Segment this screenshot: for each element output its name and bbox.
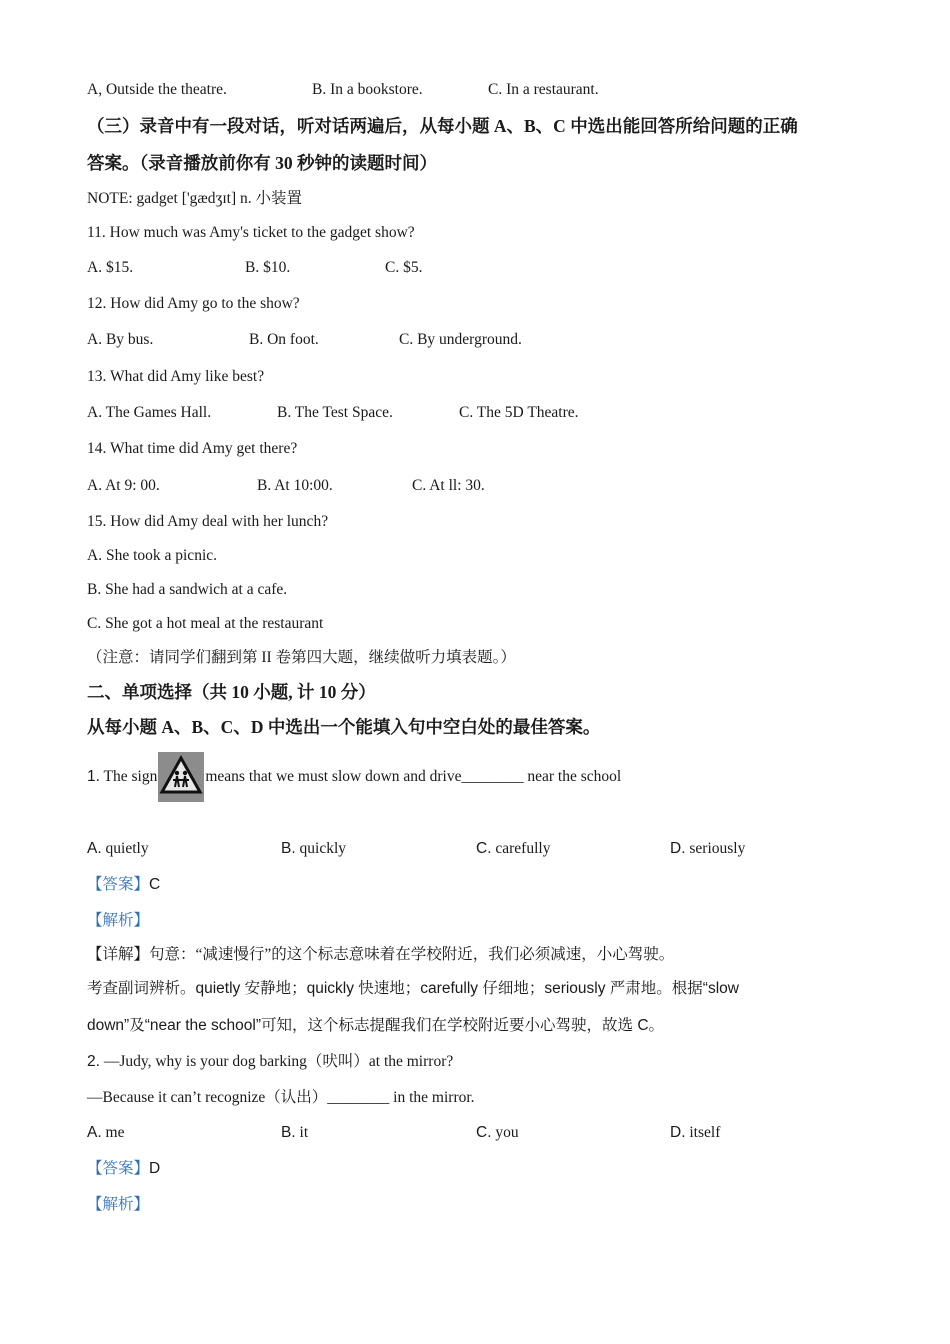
q2-line2: —Because it can’t recognize（认出）________ in the mirror. bbox=[87, 1089, 475, 1106]
q2-option-b-text: it bbox=[299, 1124, 309, 1141]
q15-option-a: A. She took a picnic. bbox=[87, 547, 218, 564]
question-15: 15. How did Amy deal with her lunch? bbox=[87, 513, 329, 530]
q13-option-a: A. The Games Hall. bbox=[87, 404, 212, 421]
q12-option-a: A. By bus. bbox=[87, 331, 154, 348]
q1-option-a bbox=[87, 839, 149, 859]
q1-option-c-text: carefully bbox=[495, 840, 551, 857]
q14-option-a: A. At 9: 00. bbox=[87, 477, 160, 494]
q2-option-b-letter: B. bbox=[281, 1124, 296, 1141]
q2-line1: —Judy, why is your dog barking（吠叫）at the mirror? bbox=[103, 1053, 454, 1070]
q2-option-a-text: me bbox=[105, 1124, 125, 1141]
q1-option-a-text: quietly bbox=[105, 840, 149, 857]
q1-explanation-line2: down”及“near the school”可知，这个标志提醒我们在学校附近要小心驾驶，故选 C。 bbox=[87, 1017, 665, 1034]
q2-answer bbox=[87, 1159, 160, 1179]
q1-option-c bbox=[476, 839, 550, 859]
question-11: 11. How much was Amy's ticket to the gadget show? bbox=[87, 224, 415, 241]
q2-option-d bbox=[670, 1123, 720, 1143]
prev-option-c: C. In a restaurant. bbox=[488, 81, 599, 98]
q1-option-d-letter: D. bbox=[670, 840, 686, 857]
q2-answer-value: D bbox=[149, 1160, 161, 1177]
q1-option-d-text: seriously bbox=[689, 840, 746, 857]
q13-option-b: B. The Test Space. bbox=[277, 404, 393, 421]
q2-option-c-letter: C. bbox=[476, 1124, 492, 1141]
q2-option-b bbox=[281, 1123, 308, 1143]
q2-option-d-letter: D. bbox=[670, 1124, 686, 1141]
q1-option-b-text: quickly bbox=[299, 840, 347, 857]
q1-answer-value: C bbox=[149, 876, 161, 893]
q11-option-c: C. $5. bbox=[385, 259, 423, 276]
q1-option-a-letter: A. bbox=[87, 840, 102, 857]
q1-explanation-line1: 考查副词辨析。quietly 安静地；quickly 快速地；carefully 仔细地；seriously 严肃地。根据“slow bbox=[87, 980, 739, 997]
slow-school-sign-image bbox=[158, 752, 204, 802]
q2-answer-label: 【答案】 bbox=[87, 1160, 150, 1177]
mc-question-2 bbox=[87, 1052, 453, 1072]
q1-option-c-letter: C. bbox=[476, 840, 492, 857]
q1-option-b-letter: B. bbox=[281, 840, 296, 857]
section3-note: NOTE: gadget ['gædʒɪt] n. 小装置 bbox=[87, 190, 303, 207]
q1-option-b bbox=[281, 839, 346, 859]
q1-detail bbox=[87, 945, 674, 965]
q1-detail-label: 【详解】 bbox=[87, 946, 150, 963]
q15-option-b: B. She had a sandwich at a cafe. bbox=[87, 581, 288, 598]
question-14: 14. What time did Amy get there? bbox=[87, 440, 298, 457]
q2-option-c bbox=[476, 1123, 519, 1143]
q1-text-after: means that we must slow down and drive________ near the school bbox=[205, 768, 622, 785]
mc-question-1 bbox=[87, 752, 621, 802]
q2-analysis-label: 【解析】 bbox=[87, 1196, 150, 1213]
section3-heading-line1: （三）录音中有一段对话，听对话两遍后，从每小题 A、B、C 中选出能回答所给问题的正确 bbox=[87, 116, 798, 136]
q12-option-b: B. On foot. bbox=[249, 331, 319, 348]
prev-option-a: A, Outside the theatre. bbox=[87, 81, 227, 98]
q11-option-a: A. $15. bbox=[87, 259, 134, 276]
q1-text-before: The sign bbox=[103, 768, 158, 785]
q13-option-c: C. The 5D Theatre. bbox=[459, 404, 579, 421]
prev-option-b: B. In a bookstore. bbox=[312, 81, 423, 98]
q2-option-d-text: itself bbox=[689, 1124, 721, 1141]
q2-option-a-letter: A. bbox=[87, 1124, 102, 1141]
q14-option-c: C. At ll: 30. bbox=[412, 477, 485, 494]
question-12: 12. How did Amy go to the show? bbox=[87, 295, 300, 312]
q1-answer bbox=[87, 875, 160, 895]
part2-instruction: 从每小题 A、B、C、D 中选出一个能填入句中空白处的最佳答案。 bbox=[87, 717, 601, 737]
question-13: 13. What did Amy like best? bbox=[87, 368, 265, 385]
q15-option-c: C. She got a hot meal at the restaurant bbox=[87, 615, 324, 632]
q1-analysis-label: 【解析】 bbox=[87, 912, 150, 929]
q12-option-c: C. By underground. bbox=[399, 331, 522, 348]
q1-answer-label: 【答案】 bbox=[87, 876, 150, 893]
notice-text: （注意：请同学们翻到第 II 卷第四大题，继续做听力填表题。） bbox=[87, 649, 516, 666]
q11-option-b: B. $10. bbox=[245, 259, 291, 276]
q2-option-a bbox=[87, 1123, 124, 1143]
part2-title: 二、单项选择（共 10 小题, 计 10 分） bbox=[87, 682, 376, 702]
q1-number: 1. bbox=[87, 768, 100, 785]
q1-detail-text: 句意：“减速慢行”的这个标志意味着在学校附近，我们必须减速，小心驾驶。 bbox=[149, 946, 675, 963]
q2-number: 2. bbox=[87, 1053, 100, 1070]
q1-option-d bbox=[670, 839, 745, 859]
section3-heading-line2: 答案。（录音播放前你有 30 秒钟的读题时间） bbox=[87, 153, 437, 173]
q14-option-b: B. At 10:00. bbox=[257, 477, 333, 494]
q2-option-c-text: you bbox=[495, 1124, 519, 1141]
